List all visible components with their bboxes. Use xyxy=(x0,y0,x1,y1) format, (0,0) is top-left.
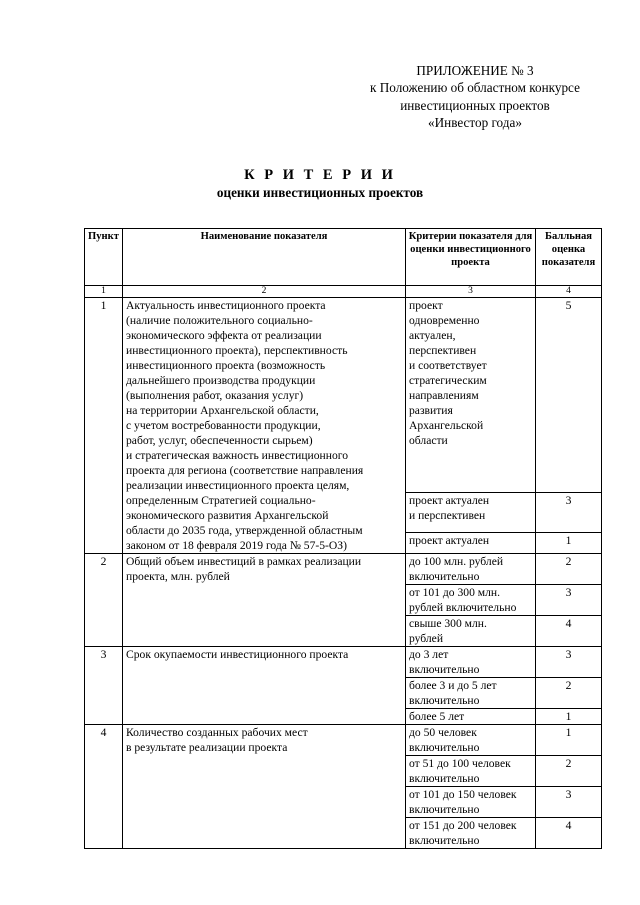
score-cell: 4 xyxy=(536,818,602,849)
indicator-name-cell xyxy=(123,647,406,725)
criterion-cell xyxy=(406,725,536,756)
table-row xyxy=(85,647,602,678)
indicator-name-line: Актуальность инвестиционного проекта xyxy=(126,299,326,312)
indicator-name-line: законом от 18 февраля 2019 года № 57-5-ОЗ) xyxy=(126,539,347,552)
table-row xyxy=(85,725,602,756)
indicator-name-line: с учетом востребованности продукции, xyxy=(126,419,321,432)
criterion-line: рублей xyxy=(409,632,444,645)
indicator-name-line: (наличие положительного социально- xyxy=(126,314,313,327)
criterion-line: проект xyxy=(409,299,443,312)
criterion-line: включительно xyxy=(409,741,480,754)
criterion-line: одновременно xyxy=(409,314,480,327)
criterion-cell xyxy=(406,493,536,533)
score-cell: 2 xyxy=(536,756,602,787)
criterion-cell xyxy=(406,533,536,554)
annex-line: к Положению об областном конкурсе xyxy=(370,80,580,96)
indicator-name-line: на территории Архангельской области, xyxy=(126,404,319,417)
criterion-line: включительно xyxy=(409,803,480,816)
point-number-cell: 3 xyxy=(85,647,123,725)
column-number: 4 xyxy=(536,286,602,298)
indicator-name-line: экономического развития Архангельской xyxy=(126,509,329,522)
criterion-cell xyxy=(406,818,536,849)
criterion-line: включительно xyxy=(409,834,480,847)
annex-line: инвестиционных проектов xyxy=(400,97,550,113)
criterion-line: более 5 лет xyxy=(409,710,465,723)
criterion-cell xyxy=(406,647,536,678)
indicator-name-line: инвестиционного проекта (возможность xyxy=(126,359,326,372)
criterion-line: включительно xyxy=(409,772,480,785)
column-number: 3 xyxy=(406,286,536,298)
criterion-cell xyxy=(406,554,536,585)
criterion-line: Архангельской xyxy=(409,419,484,432)
score-cell: 3 xyxy=(536,787,602,818)
score-cell: 1 xyxy=(536,725,602,756)
criterion-line: включительно xyxy=(409,694,480,707)
table-row xyxy=(85,298,602,493)
indicator-name-line: и стратегическая важность инвестиционного xyxy=(126,449,349,462)
criterion-cell xyxy=(406,616,536,647)
table-header-row xyxy=(85,229,602,286)
indicator-name-line: Срок окупаемости инвестиционного проекта xyxy=(126,648,349,661)
indicator-name-cell xyxy=(123,298,406,554)
header-point: Пункт xyxy=(85,229,123,286)
criterion-cell xyxy=(406,709,536,725)
criterion-line: проект актуален xyxy=(409,494,490,508)
criterion-line: более 3 и до 5 лет xyxy=(409,679,497,692)
score-cell: 3 xyxy=(536,647,602,678)
indicator-name-line: проекта, млн. рублей xyxy=(126,570,230,583)
column-number: 2 xyxy=(123,286,406,298)
criterion-line: от 101 до 300 млн. xyxy=(409,586,501,599)
indicator-name-line: реализации инвестиционного проекта целям, xyxy=(126,479,350,492)
criterion-cell xyxy=(406,756,536,787)
point-number-cell: 4 xyxy=(85,725,123,849)
criterion-cell xyxy=(406,298,536,493)
criterion-line: развития xyxy=(409,404,453,417)
criteria-table xyxy=(84,228,602,849)
column-number: 1 xyxy=(85,286,123,298)
score-cell: 4 xyxy=(536,616,602,647)
indicator-name-line: работ, услуг, обеспеченности сырьем) xyxy=(126,434,313,447)
criterion-line: актуален, xyxy=(409,329,456,342)
score-cell: 2 xyxy=(536,554,602,585)
score-cell: 1 xyxy=(536,709,602,725)
criterion-line: от 151 до 200 человек xyxy=(409,819,517,832)
point-number-cell: 2 xyxy=(85,554,123,647)
criterion-line: проект актуален xyxy=(409,534,490,548)
indicator-name-line: дальнейшего производства продукции xyxy=(126,374,316,387)
score-cell: 1 xyxy=(536,533,602,554)
annex-title: ПРИЛОЖЕНИЕ № 3 xyxy=(416,63,534,78)
annex-line: «Инвестор года» xyxy=(428,114,522,130)
indicator-name-line: проекта для региона (соответствие направления xyxy=(126,464,364,477)
criterion-line: свыше 300 млн. xyxy=(409,617,487,630)
criterion-line: и соответствует xyxy=(409,359,487,372)
criterion-line: области xyxy=(409,434,448,447)
header-score: Балльная оценка показателя xyxy=(536,229,602,286)
criterion-line: до 3 лет xyxy=(409,648,449,661)
indicator-name-line: (выполнения работ, оказания услуг) xyxy=(126,389,304,402)
score-cell: 5 xyxy=(536,298,602,493)
criterion-line: включительно xyxy=(409,570,480,583)
indicator-name-line: экономического эффекта от реализации xyxy=(126,329,322,342)
indicator-name-line: определенным Стратегией социально- xyxy=(126,494,316,507)
indicator-name-cell xyxy=(123,725,406,849)
indicator-name-line: Количество созданных рабочих мест xyxy=(126,726,308,739)
title-main: К Р И Т Е Р И И xyxy=(244,167,396,183)
criterion-line: включительно xyxy=(409,663,480,676)
indicator-name-line: области до 2035 года, утвержденной областным xyxy=(126,524,363,537)
score-cell: 2 xyxy=(536,678,602,709)
indicator-name-line: Общий объем инвестиций в рамках реализации xyxy=(126,555,362,568)
document-title xyxy=(0,166,640,201)
column-number-row xyxy=(85,286,602,298)
indicator-name-line: в результате реализации проекта xyxy=(126,741,288,754)
table-row xyxy=(85,554,602,585)
criterion-line: стратегическим xyxy=(409,374,487,387)
annex-header xyxy=(310,62,640,131)
header-criteria: Критерии показателя для оценки инвестиционного проекта xyxy=(406,229,536,286)
score-cell: 3 xyxy=(536,585,602,616)
criterion-line: до 100 млн. рублей xyxy=(409,555,504,568)
criterion-line: и перспективен xyxy=(409,509,486,523)
criterion-line: перспективен xyxy=(409,344,477,357)
title-sub: оценки инвестиционных проектов xyxy=(216,185,424,200)
criterion-line: от 51 до 100 человек xyxy=(409,757,511,770)
score-cell: 3 xyxy=(536,493,602,533)
indicator-name-cell xyxy=(123,554,406,647)
table-body xyxy=(85,286,602,849)
criterion-line: рублей включительно xyxy=(409,601,517,614)
criterion-line: направлениям xyxy=(409,389,479,402)
header-name: Наименование показателя xyxy=(123,229,406,286)
point-number-cell: 1 xyxy=(85,298,123,554)
indicator-name-line: инвестиционного проекта), перспективность xyxy=(126,344,348,357)
criterion-cell xyxy=(406,585,536,616)
criterion-cell xyxy=(406,787,536,818)
criterion-line: до 50 человек xyxy=(409,726,477,739)
criterion-line: от 101 до 150 человек xyxy=(409,788,517,801)
criterion-cell xyxy=(406,678,536,709)
